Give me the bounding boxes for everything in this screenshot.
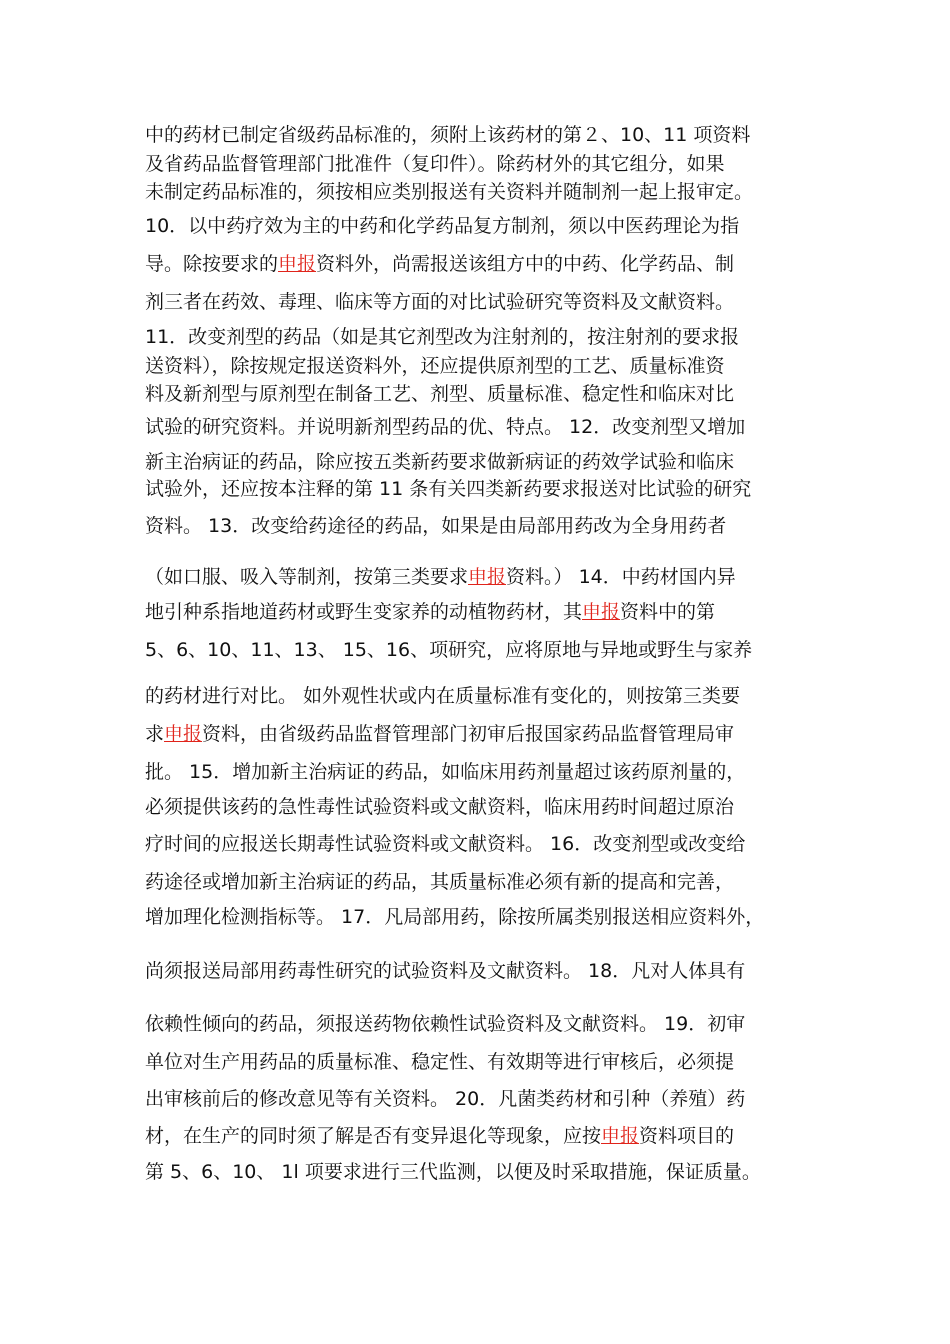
text-segment: 药途径或增加新主治病证的药品，其质量标准必须有新的提高和完善，	[145, 871, 735, 893]
text-segment: 地引种系指地道药材或野生变家养的动植物药材，其	[145, 601, 583, 623]
text-line	[145, 415, 745, 439]
text-segment: 批。 15．增加新主治病证的药品，如临床用药剂量超过该药原剂量的，	[145, 761, 746, 783]
shenbao-link[interactable]: 申报	[582, 601, 621, 623]
text-segment: 资料项目的	[639, 1125, 735, 1147]
text-line	[145, 180, 753, 204]
text-line	[145, 959, 745, 983]
text-segment: 资料。 13．改变给药途径的药品，如果是由局部用药改为全身用药者	[145, 515, 727, 537]
text-segment: 材，在生产的同时须了解是否有变异退化等现象，应按	[145, 1125, 602, 1147]
text-segment: 及省药品监督管理部门批准件（复印件）。除药材外的其它组分，如果	[145, 153, 725, 175]
text-line	[145, 795, 734, 819]
text-segment: 新主治病证的药品，除应按五类新药要求做新病证的药效学试验和临床	[145, 451, 735, 473]
text-line	[145, 870, 734, 894]
text-line	[145, 1087, 745, 1111]
text-segment: 增加理化检测指标等。 17．凡局部用药，除按所属类别报送相应资料外，	[145, 906, 765, 928]
text-line	[145, 722, 734, 746]
text-segment: 送资料），除按规定报送资料外，还应提供原剂型的工艺、质量标准资	[145, 355, 725, 377]
text-line	[145, 1050, 734, 1074]
text-segment: （如口服、吸入等制剂，按第三类要求	[145, 566, 469, 588]
text-line	[145, 382, 734, 406]
text-line	[145, 252, 734, 276]
shenbao-link[interactable]: 申报	[278, 253, 317, 275]
text-segment: 出审核前后的修改意见等有关资料。 20．凡菌类药材和引种（养殖）药	[145, 1088, 746, 1110]
text-segment: 中的药材已制定省级药品标准的，须附上该药材的第２、10、11 项资料	[145, 124, 751, 146]
text-line	[145, 123, 750, 147]
text-segment: 必须提供该药的急性毒性试验资料或文献资料，临床用药时间超过原治	[145, 796, 735, 818]
text-segment: 尚须报送局部用药毒性研究的试验资料及文献资料。 18．凡对人体具有	[145, 960, 746, 982]
text-line	[145, 1012, 745, 1036]
text-line	[145, 514, 726, 538]
text-segment: 疗时间的应报送长期毒性试验资料或文献资料。 16．改变剂型或改变给	[145, 833, 746, 855]
text-segment: 剂三者在药效、毒理、临床等方面的对比试验研究等资料及文献资料。	[145, 291, 735, 313]
text-line	[145, 1160, 761, 1184]
text-segment: 资料。） 14．中药材国内异	[506, 566, 736, 588]
text-line	[145, 290, 734, 314]
text-segment: 依赖性倾向的药品，须报送药物依赖性试验资料及文献资料。 19．初审	[145, 1013, 746, 1035]
text-line	[145, 477, 751, 501]
text-segment: 单位对生产用药品的质量标准、稳定性、有效期等进行审核后，必须提	[145, 1051, 735, 1073]
text-segment: 第 5、6、10、 1l 项要求进行三代监测，以便及时采取措施，保证质量。	[145, 1161, 761, 1183]
text-segment: 的药材进行对比。 如外观性状或内在质量标准有变化的，则按第三类要	[145, 685, 741, 707]
text-line	[145, 565, 736, 589]
text-line	[145, 600, 715, 624]
shenbao-link[interactable]: 申报	[164, 723, 203, 745]
text-segment: 试验外，还应按本注释的第 11 条有关四类新药要求报送对比试验的研究	[145, 478, 752, 500]
text-line	[145, 638, 752, 662]
text-line	[145, 354, 725, 378]
text-segment: 资料外，尚需报送该组方中的中药、化学药品、制	[316, 253, 735, 275]
text-segment: 资料，由省级药品监督管理部门初审后报国家药品监督管理局审	[202, 723, 735, 745]
text-line	[145, 684, 740, 708]
shenbao-link[interactable]: 申报	[468, 566, 507, 588]
text-segment: 试验的研究资料。并说明新剂型药品的优、特点。 12．改变剂型又增加	[145, 416, 746, 438]
text-segment: 求	[145, 723, 165, 745]
text-line	[145, 760, 745, 784]
text-line	[145, 832, 745, 856]
text-line	[145, 214, 739, 238]
text-segment: 11．改变剂型的药品（如是其它剂型改为注射剂的，按注射剂的要求报	[145, 326, 740, 348]
text-segment: 导。除按要求的	[145, 253, 279, 275]
text-line	[145, 1124, 734, 1148]
text-segment: 5、6、10、11、13、 15、16、项研究，应将原地与异地或野生与家养	[145, 639, 753, 661]
text-segment: 10．以中药疗效为主的中药和化学药品复方制剂，须以中医药理论为指	[145, 215, 740, 237]
text-line	[145, 152, 725, 176]
text-line	[145, 450, 734, 474]
shenbao-link[interactable]: 申报	[601, 1125, 640, 1147]
text-segment: 资料中的第	[620, 601, 716, 623]
text-line	[145, 905, 764, 929]
text-line	[145, 325, 739, 349]
text-segment: 料及新剂型与原剂型在制备工艺、剂型、质量标准、稳定性和临床对比	[145, 383, 735, 405]
text-segment: 未制定药品标准的，须按相应类别报送有关资料并随制剂一起上报审定。	[145, 181, 754, 203]
